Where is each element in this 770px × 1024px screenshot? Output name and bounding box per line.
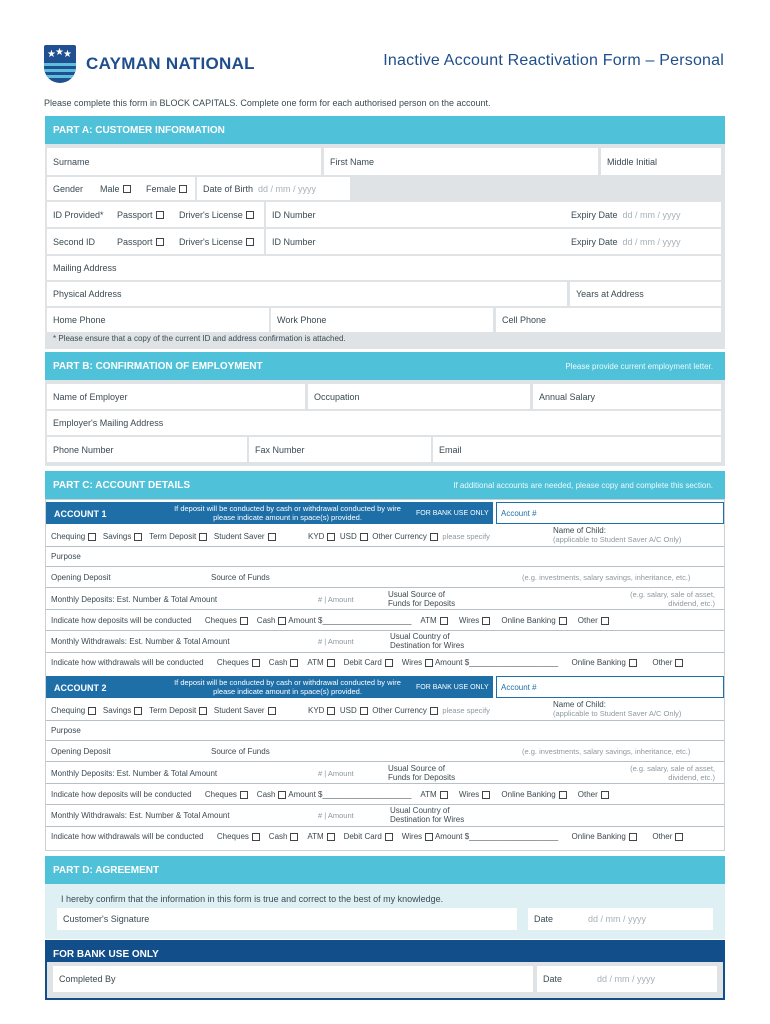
id-attachment-note: * Please ensure that a copy of the current ID and address confirmation is attached. (53, 334, 346, 343)
second-drivers-option[interactable]: Driver's License (173, 229, 264, 254)
part-c-note: If additional accounts are needed, please copy and complete this section. (453, 481, 713, 490)
deposit-cheques-checkbox[interactable] (240, 617, 248, 625)
withdraw-cash-checkbox[interactable] (290, 833, 298, 841)
account-2-deposit-note: If deposit will be conducted by cash or withdrawal conducted by wire please indicate amount in space(s) provided. (174, 678, 401, 696)
employer-mailing-field[interactable]: Employer's Mailing Address (47, 411, 721, 435)
account-2-child-name[interactable]: Name of Child: (applicable to Student Saver A/C Only) (553, 700, 682, 718)
cell-phone-field[interactable]: Cell Phone (496, 308, 721, 332)
withdraw-cheques-checkbox[interactable] (252, 833, 260, 841)
agreement-text: I hereby confirm that the information in this form is true and correct to the best of my knowledge. (61, 894, 444, 904)
account-2-withdrawal-amount[interactable]: # | Amount (318, 811, 354, 820)
id-provided-label: ID Provided* (47, 202, 111, 227)
withdraw-atm-checkbox[interactable] (327, 833, 335, 841)
male-checkbox[interactable] (123, 185, 131, 193)
account-1-deposit-amount[interactable]: # | Amount (318, 595, 354, 604)
deposit-other-checkbox[interactable] (601, 791, 609, 799)
other-currency-checkbox[interactable] (430, 533, 438, 541)
work-phone-field[interactable]: Work Phone (271, 308, 493, 332)
withdraw-wires-checkbox[interactable] (425, 659, 433, 667)
instructions: Please complete this form in BLOCK CAPITALS. Complete one form for each authorised person on the account. (44, 98, 491, 108)
account-2-withdrawal-method-row: Indicate how withdrawals will be conducted Cheques Cash ATM Debit Card Wires Amount $____________________ Online Banking Other (51, 832, 683, 841)
part-d-panel (45, 884, 725, 939)
passport-option[interactable]: Passport (111, 202, 173, 227)
completed-by-field[interactable]: Completed By (53, 966, 533, 992)
phone-number-field[interactable]: Phone Number (47, 437, 247, 462)
shield-icon: ★ ★ ★ (44, 45, 76, 83)
withdraw-other-checkbox[interactable] (675, 833, 683, 841)
deposit-atm-checkbox[interactable] (440, 617, 448, 625)
account-1-type-row: Chequing Savings Term Deposit Student Saver (51, 532, 276, 541)
kyd-checkbox[interactable] (327, 533, 335, 541)
account-1-deposit-method-row: Indicate how deposits will be conducted Cheques Cash Amount $____________________ ATM Wires Online Banking Other (51, 616, 609, 625)
student-saver-checkbox[interactable] (268, 707, 276, 715)
brand-logo (44, 44, 255, 84)
kyd-checkbox[interactable] (327, 707, 335, 715)
account-2-monthly-deposits[interactable]: Monthly Deposits: Est. Number & Total Amount (51, 769, 218, 778)
brand-name: CAYMAN NATIONAL (86, 54, 255, 73)
account-2-deposit-amount[interactable]: # | Amount (318, 769, 354, 778)
account-2-usual-source-example: (e.g. salary, sale of asset, dividend, etc.) (630, 764, 715, 782)
chequing-checkbox[interactable] (88, 533, 96, 541)
usd-checkbox[interactable] (360, 707, 368, 715)
withdraw-online-checkbox[interactable] (629, 833, 637, 841)
annual-salary-field[interactable]: Annual Salary (533, 384, 721, 409)
account-2-type-row: Chequing Savings Term Deposit Student Saver (51, 706, 276, 715)
id-number-field[interactable]: ID Number Expiry Date dd / mm / yyyy (266, 202, 721, 227)
account-2-usual-source[interactable]: Usual Source of Funds for Deposits (388, 764, 456, 782)
second-id-number-field[interactable]: ID Number Expiry Date dd / mm / yyyy (266, 229, 721, 254)
withdraw-debit-checkbox[interactable] (385, 833, 393, 841)
deposit-cheques-checkbox[interactable] (240, 791, 248, 799)
account-1-monthly-withdrawals[interactable]: Monthly Withdrawals: Est. Number & Total Amount (51, 637, 230, 646)
bank-use-heading: FOR BANK USE ONLY (45, 940, 725, 968)
agreement-date-field[interactable]: Date dd / mm / yyyy (528, 908, 713, 930)
part-d-heading: PART D: AGREEMENT (45, 856, 725, 884)
deposit-atm-checkbox[interactable] (440, 791, 448, 799)
part-a-panel (45, 144, 725, 349)
account-2-source-of-funds[interactable]: Source of Funds (211, 747, 270, 756)
part-b-heading: PART B: CONFIRMATION OF EMPLOYMENT Please provide current employment letter. (45, 352, 725, 380)
home-phone-field[interactable]: Home Phone (47, 308, 269, 332)
drivers-license-checkbox[interactable] (246, 211, 254, 219)
expiry-date-field: Expiry Date dd / mm / yyyy (571, 209, 681, 220)
account-1-currency-row: KYD USD Other Currency please specify (308, 532, 490, 541)
student-saver-checkbox[interactable] (268, 533, 276, 541)
account-1-withdrawal-amount[interactable]: # | Amount (318, 637, 354, 646)
page-title: Inactive Account Reactivation Form – Personal (383, 52, 724, 69)
account-1-usual-country[interactable]: Usual Country of Destination for Wires (390, 632, 465, 650)
second-id-label: Second ID (47, 229, 111, 254)
male-option[interactable]: Male (94, 177, 140, 200)
account-2-source-example: (e.g. investments, salary savings, inheritance, etc.) (522, 747, 691, 756)
female-option[interactable]: Female (140, 177, 195, 200)
account-1-source-of-funds[interactable]: Source of Funds (211, 573, 270, 582)
term-deposit-checkbox[interactable] (199, 533, 207, 541)
other-currency-checkbox[interactable] (430, 707, 438, 715)
account-2-usual-country[interactable]: Usual Country of Destination for Wires (390, 806, 465, 824)
second-passport-option[interactable]: Passport (111, 229, 173, 254)
first-name-field[interactable]: First Name (324, 148, 598, 175)
part-a-heading: PART A: CUSTOMER INFORMATION (45, 116, 725, 144)
occupation-field[interactable]: Occupation (308, 384, 530, 409)
gender-label: Gender (47, 177, 94, 200)
account-2-opening-deposit[interactable]: Opening Deposit (51, 747, 111, 756)
withdraw-online-checkbox[interactable] (629, 659, 637, 667)
customer-signature-field[interactable]: Customer's Signature (57, 908, 517, 930)
withdraw-cheques-checkbox[interactable] (252, 659, 260, 667)
account-1-monthly-deposits[interactable]: Monthly Deposits: Est. Number & Total Amount (51, 595, 218, 604)
dob-field[interactable]: Date of Birth dd / mm / yyyy (197, 177, 350, 200)
term-deposit-checkbox[interactable] (199, 707, 207, 715)
account-2-bank-use-label: FOR BANK USE ONLY (412, 676, 493, 698)
account-2-purpose-field[interactable]: Purpose (51, 726, 81, 735)
chequing-checkbox[interactable] (88, 707, 96, 715)
second-passport-checkbox[interactable] (156, 238, 164, 246)
account-1-purpose-field[interactable]: Purpose (51, 552, 81, 561)
employer-name-field[interactable]: Name of Employer (47, 384, 305, 409)
account-1-deposit-note: If deposit will be conducted by cash or withdrawal conducted by wire please indicate amount in space(s) provided. (174, 504, 401, 522)
second-drivers-checkbox[interactable] (246, 238, 254, 246)
deposit-cash-checkbox[interactable] (278, 791, 286, 799)
account-2-monthly-withdrawals[interactable]: Monthly Withdrawals: Est. Number & Total Amount (51, 811, 230, 820)
part-b-panel (45, 380, 725, 466)
account-1-child-name[interactable]: Name of Child: (applicable to Student Saver A/C Only) (553, 526, 682, 544)
account-2-deposit-method-row: Indicate how deposits will be conducted Cheques Cash Amount $____________________ ATM Wires Online Banking Other (51, 790, 609, 799)
fax-number-field[interactable]: Fax Number (249, 437, 431, 462)
physical-address-field[interactable]: Physical Address (47, 282, 567, 306)
email-field[interactable]: Email (433, 437, 721, 462)
account-2-number-field[interactable]: Account # (496, 676, 724, 698)
account-1-opening-deposit[interactable]: Opening Deposit (51, 573, 111, 582)
mailing-address-field[interactable]: Mailing Address (47, 256, 721, 280)
account-1-usual-source[interactable]: Usual Source of Funds for Deposits (388, 590, 456, 608)
account-1-bar: ACCOUNT 1 (46, 502, 416, 524)
years-at-address-field[interactable]: Years at Address (570, 282, 721, 306)
withdraw-wires-checkbox[interactable] (425, 833, 433, 841)
account-1-withdrawal-method-row: Indicate how withdrawals will be conducted Cheques Cash ATM Debit Card Wires Amount $____________________ Online Banking Other (51, 658, 683, 667)
part-b-note: Please provide current employment letter. (565, 362, 713, 371)
second-expiry-date-field: Expiry Date dd / mm / yyyy (571, 236, 681, 247)
deposit-other-checkbox[interactable] (601, 617, 609, 625)
deposit-wires-checkbox[interactable] (482, 791, 490, 799)
female-checkbox[interactable] (179, 185, 187, 193)
drivers-license-option[interactable]: Driver's License (173, 202, 264, 227)
surname-field[interactable]: Surname (47, 148, 321, 175)
bank-date-field[interactable]: Date dd / mm / yyyy (537, 966, 717, 992)
withdraw-atm-checkbox[interactable] (327, 659, 335, 667)
savings-checkbox[interactable] (134, 707, 142, 715)
bank-use-panel (45, 962, 725, 1000)
withdraw-other-checkbox[interactable] (675, 659, 683, 667)
account-1-bank-use-label: FOR BANK USE ONLY (412, 502, 493, 524)
savings-checkbox[interactable] (134, 533, 142, 541)
passport-checkbox[interactable] (156, 211, 164, 219)
part-c-heading: PART C: ACCOUNT DETAILS If additional accounts are needed, please copy and complete this section. (45, 471, 725, 499)
deposit-online-checkbox[interactable] (559, 791, 567, 799)
deposit-online-checkbox[interactable] (559, 617, 567, 625)
account-2-bar: ACCOUNT 2 (46, 676, 416, 698)
middle-initial-field[interactable]: Middle Initial (601, 148, 721, 175)
account-1-source-example: (e.g. investments, salary savings, inheritance, etc.) (522, 573, 691, 582)
usd-checkbox[interactable] (360, 533, 368, 541)
account-1-usual-source-example: (e.g. salary, sale of asset, dividend, etc.) (630, 590, 715, 608)
withdraw-debit-checkbox[interactable] (385, 659, 393, 667)
deposit-wires-checkbox[interactable] (482, 617, 490, 625)
account-1-number-field[interactable]: Account # (496, 502, 724, 524)
account-2-currency-row: KYD USD Other Currency please specify (308, 706, 490, 715)
deposit-cash-checkbox[interactable] (278, 617, 286, 625)
withdraw-cash-checkbox[interactable] (290, 659, 298, 667)
